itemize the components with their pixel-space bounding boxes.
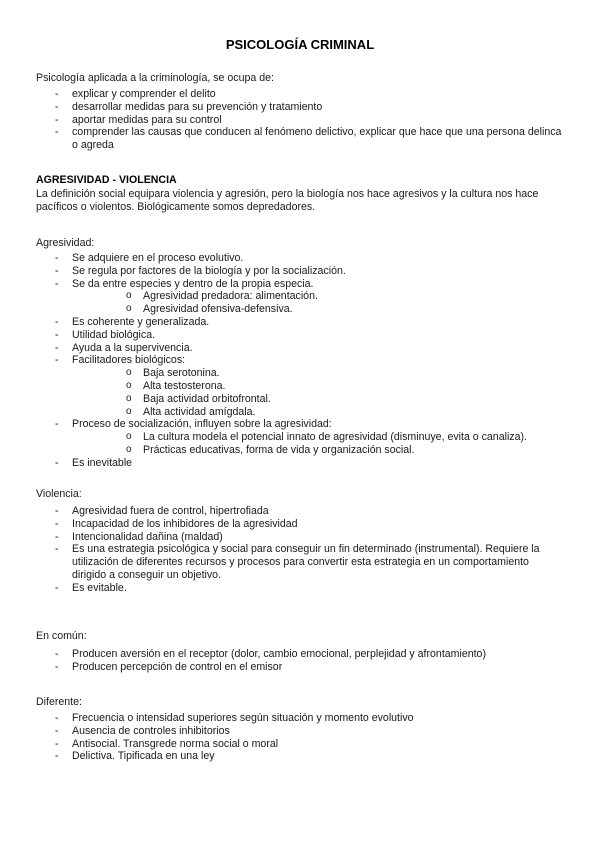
comun-label: En común: (36, 630, 87, 642)
list-item: - Frecuencia o intensidad superiores según situación y momento evolutivo (36, 712, 566, 725)
violencia-list (36, 505, 566, 595)
intro-list (36, 88, 566, 152)
list-item-text: Proceso de socialización, influyen sobre la agresividad: (72, 418, 332, 431)
diferente-label: Diferente: (36, 696, 82, 708)
list-item: - desarrollar medidas para su prevención y tratamiento (36, 101, 566, 114)
section-heading: AGRESIVIDAD - VIOLENCIA (36, 174, 177, 186)
especies-sublist (72, 290, 566, 316)
list-item: - Es coherente y generalizada. (36, 316, 566, 329)
list-item: - Incapacidad de los inhibidores de la agresividad (36, 518, 566, 531)
list-item: - Se adquiere en el proceso evolutivo. (36, 252, 566, 265)
list-item: - Es inevitable (36, 457, 566, 470)
page-title: PSICOLOGÍA CRIMINAL (225, 37, 375, 52)
list-item: - explicar y comprender el delito (36, 88, 566, 101)
sub-list-item: o Agresividad predadora: alimentación. (72, 290, 566, 303)
sub-list-item: o Alta actividad amígdala. (72, 406, 566, 419)
diferente-list (36, 712, 566, 763)
list-item (36, 418, 566, 456)
comun-list (36, 648, 566, 674)
intro-text: Psicología aplicada a la criminología, se ocupa de: (36, 72, 274, 84)
list-item: - comprender las causas que conducen al fenómeno delictivo, explicar que hace que una persona delinca o agreda (36, 126, 566, 152)
sub-list-item: o Prácticas educativas, forma de vida y organización social. (72, 444, 566, 457)
section-text: La definición social equipara violencia y agresión, pero la biología nos hace agresivos y la cultura nos hace pacíficos o violentos. Biológicamente somos depredadores. (36, 188, 539, 213)
violencia-label: Violencia: (36, 488, 82, 500)
list-item-text: Facilitadores biológicos: (72, 354, 186, 367)
list-item: - Ausencia de controles inhibitorios (36, 725, 566, 738)
facilitadores-sublist (72, 367, 566, 418)
list-item: - Ayuda a la supervivencia. (36, 342, 566, 355)
socializacion-sublist (72, 431, 566, 457)
list-item: - Delictiva. Tipificada en una ley (36, 750, 566, 763)
list-item: - Utilidad biológica. (36, 329, 566, 342)
list-item (36, 354, 566, 418)
list-item: - Agresividad fuera de control, hipertrofiada (36, 505, 566, 518)
sub-list-item: o Alta testosterona. (72, 380, 566, 393)
list-item: - Antisocial. Transgrede norma social o moral (36, 738, 566, 751)
sub-list-item: o Baja actividad orbitofrontal. (72, 393, 566, 406)
list-item: - Es una estrategia psicológica y social para conseguir un fin determinado (instrumental). Requiere la utilización de diferentes recursos y procesos para convertir esta estrategia en un comportamiento dirigido a conseguir un objetivo. (36, 543, 566, 581)
list-item: - Intencionalidad dañina (maldad) (36, 531, 566, 544)
list-item: - Es evitable. (36, 582, 566, 595)
list-item: - Producen aversión en el receptor (dolor, cambio emocional, perplejidad y afrontamiento) (36, 648, 566, 661)
agresividad-label: Agresividad: (36, 237, 95, 249)
sub-list-item: o Agresividad ofensiva-defensiva. (72, 303, 566, 316)
list-item-text: Se da entre especies y dentro de la propia especia. (72, 277, 314, 290)
list-item: - Se regula por factores de la biología y por la socialización. (36, 265, 566, 278)
sub-list-item: o Baja serotonina. (72, 367, 566, 380)
list-item (36, 278, 566, 316)
list-item: - aportar medidas para su control (36, 114, 566, 127)
list-item: - Producen percepción de control en el emisor (36, 661, 566, 674)
sub-list-item: o La cultura modela el potencial innato de agresividad (disminuye, evita o canaliza). (72, 431, 566, 444)
agresividad-list (36, 252, 566, 470)
